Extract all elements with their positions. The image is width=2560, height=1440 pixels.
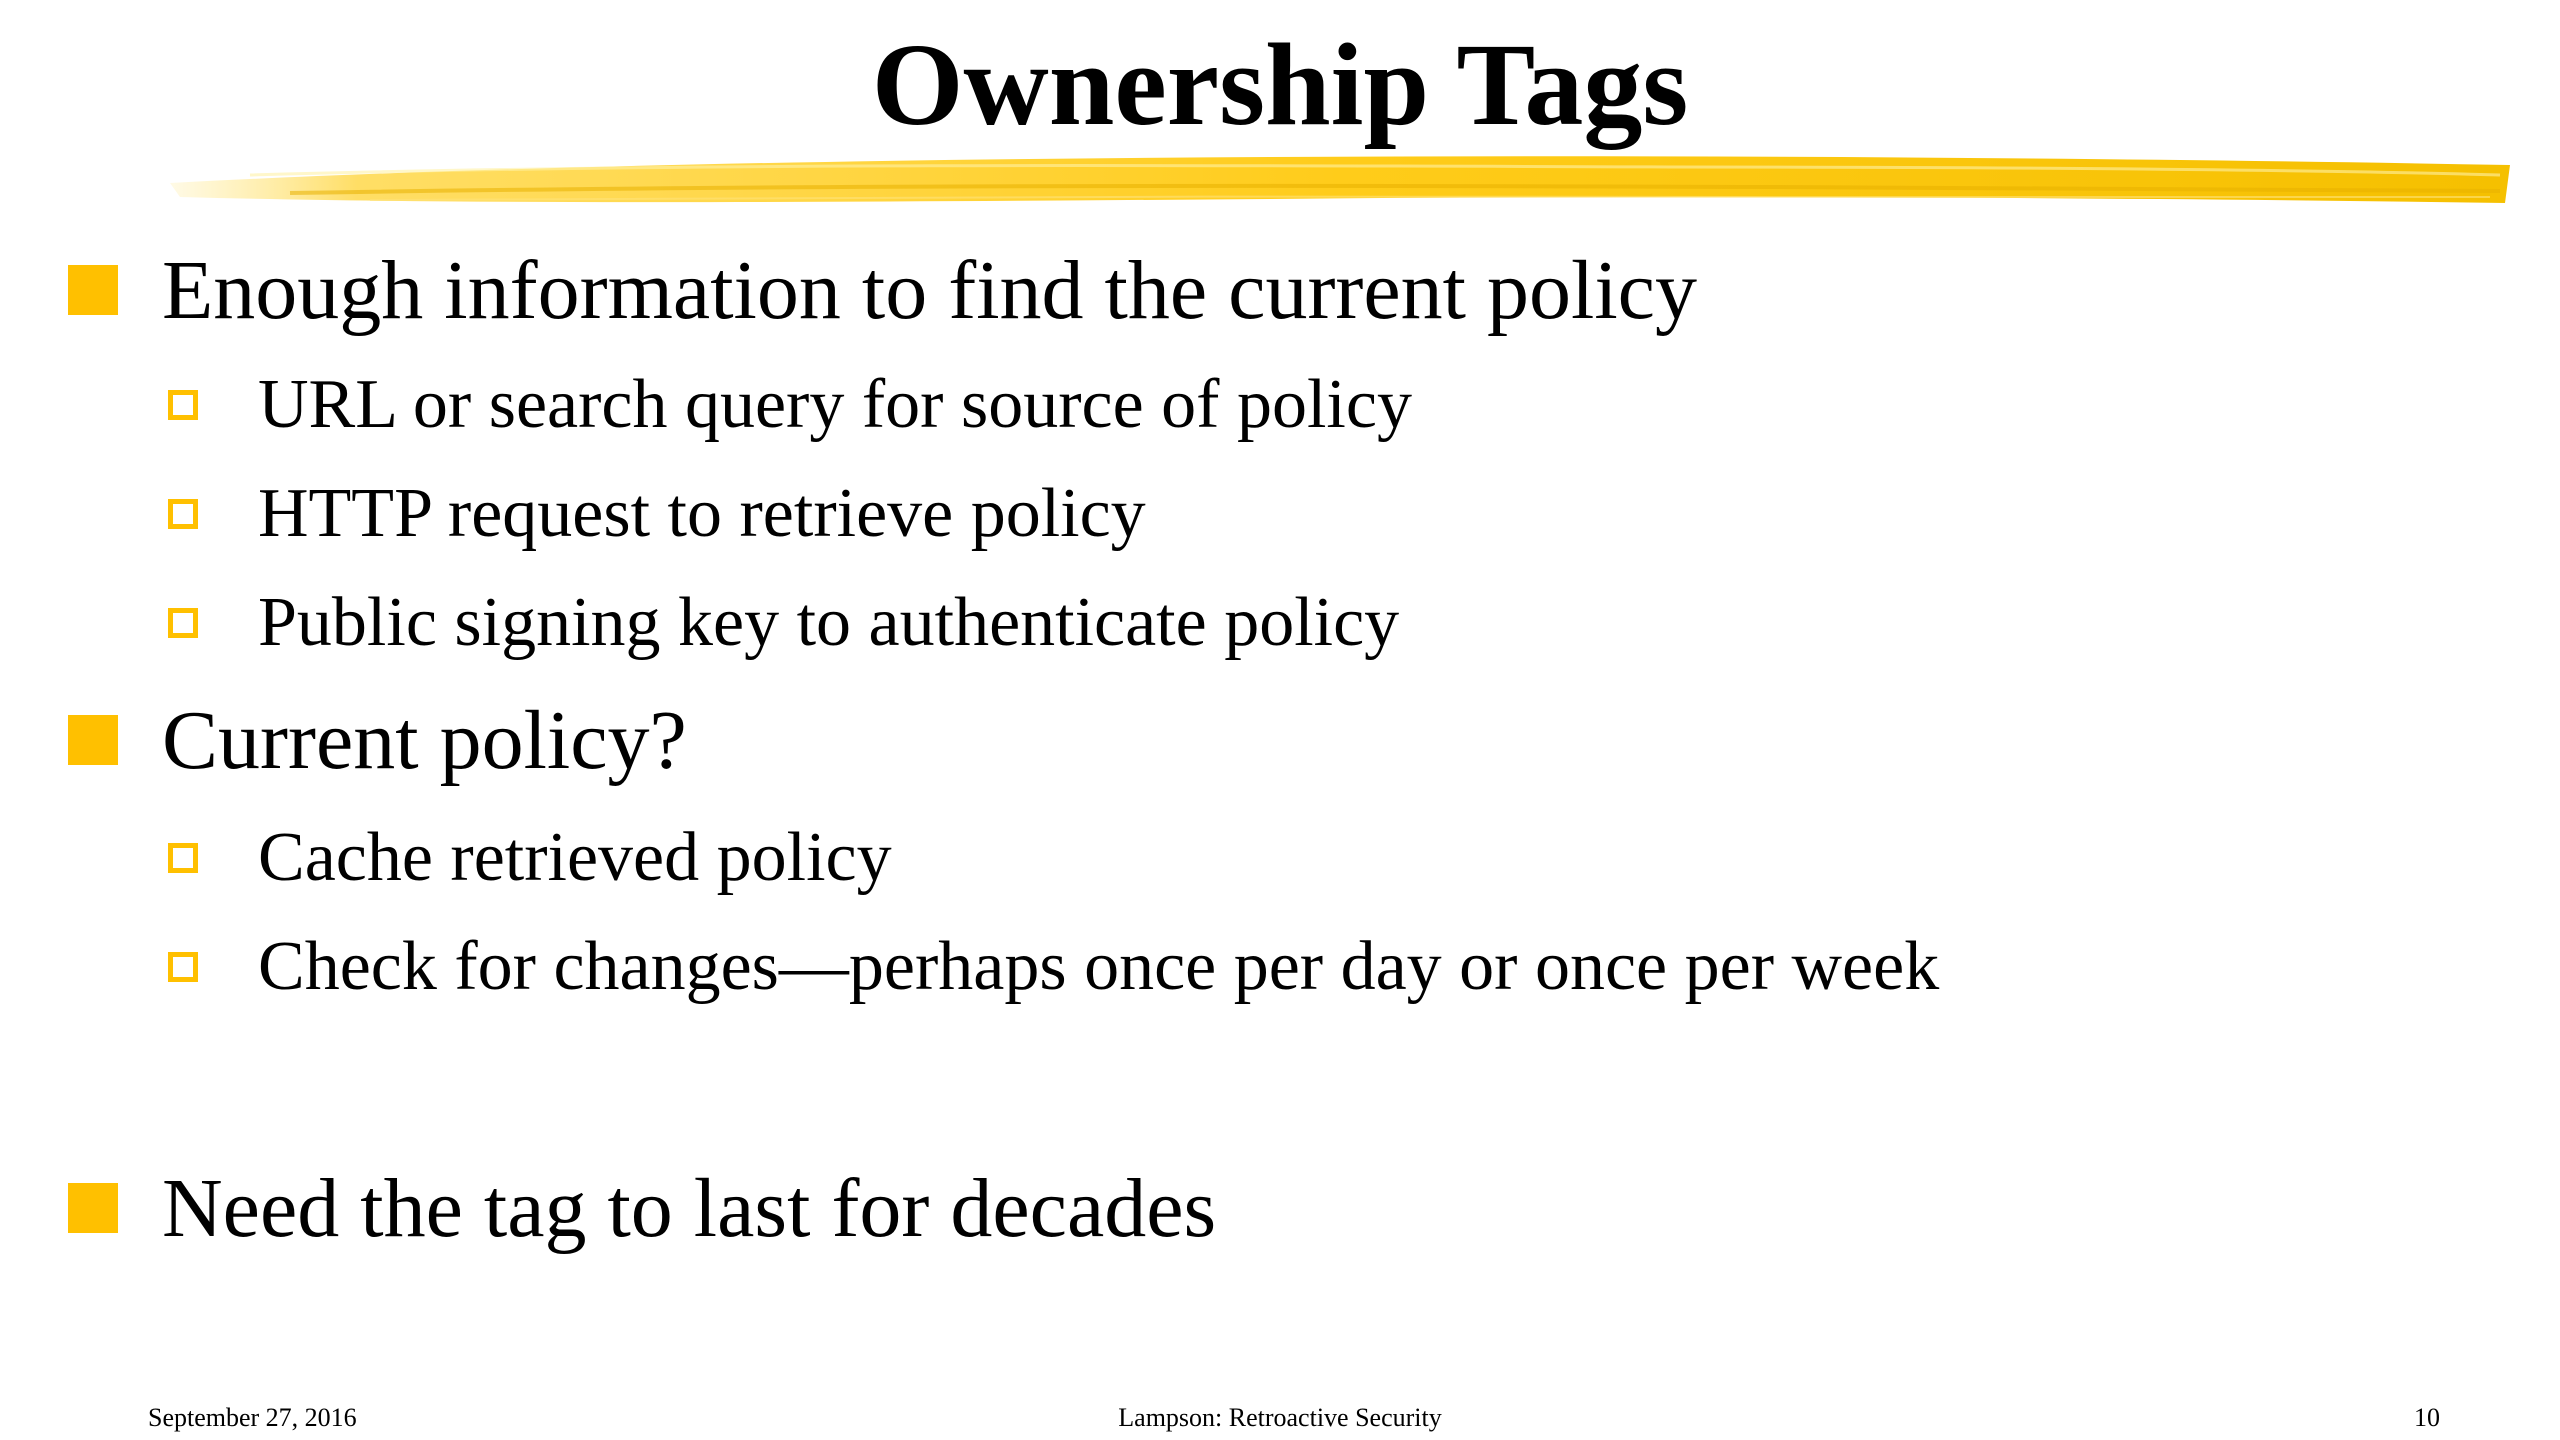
sub-bullet-text: URL or search query for source of policy bbox=[258, 366, 1412, 443]
sub-bullet-text: Check for changes—perhaps once per day or once per week bbox=[258, 928, 1940, 1005]
bullet-text: Need the tag to last for decades bbox=[162, 1161, 1217, 1255]
sub-bullet-item bbox=[168, 922, 1939, 1012]
hollow-square-bullet-icon bbox=[168, 390, 198, 420]
bullet-text: Enough information to find the current policy bbox=[162, 243, 1697, 337]
sub-bullet-text: Cache retrieved policy bbox=[258, 819, 892, 896]
filled-square-bullet-icon bbox=[68, 265, 118, 315]
hollow-square-bullet-icon bbox=[168, 499, 198, 529]
hollow-square-bullet-icon bbox=[168, 608, 198, 638]
footer-date: September 27, 2016 bbox=[148, 1403, 357, 1432]
sub-bullet-item bbox=[168, 813, 892, 903]
bullet-item bbox=[68, 1158, 1216, 1258]
sub-bullet-item bbox=[168, 360, 1412, 450]
title-underline-brushstroke bbox=[170, 145, 2510, 225]
sub-bullet-text: HTTP request to retrieve policy bbox=[258, 475, 1146, 552]
bullet-item bbox=[68, 690, 687, 790]
sub-bullet-item bbox=[168, 578, 1399, 668]
filled-square-bullet-icon bbox=[68, 715, 118, 765]
page-number: 10 bbox=[2414, 1403, 2440, 1432]
slide-title: Ownership Tags bbox=[871, 19, 1689, 150]
footer-title: Lampson: Retroactive Security bbox=[1118, 1403, 1442, 1432]
bullet-text: Current policy? bbox=[162, 693, 687, 787]
sub-bullet-item bbox=[168, 469, 1146, 559]
bullet-item bbox=[68, 240, 1697, 340]
sub-bullet-text: Public signing key to authenticate policy bbox=[258, 584, 1400, 661]
hollow-square-bullet-icon bbox=[168, 843, 198, 873]
filled-square-bullet-icon bbox=[68, 1183, 118, 1233]
hollow-square-bullet-icon bbox=[168, 952, 198, 982]
